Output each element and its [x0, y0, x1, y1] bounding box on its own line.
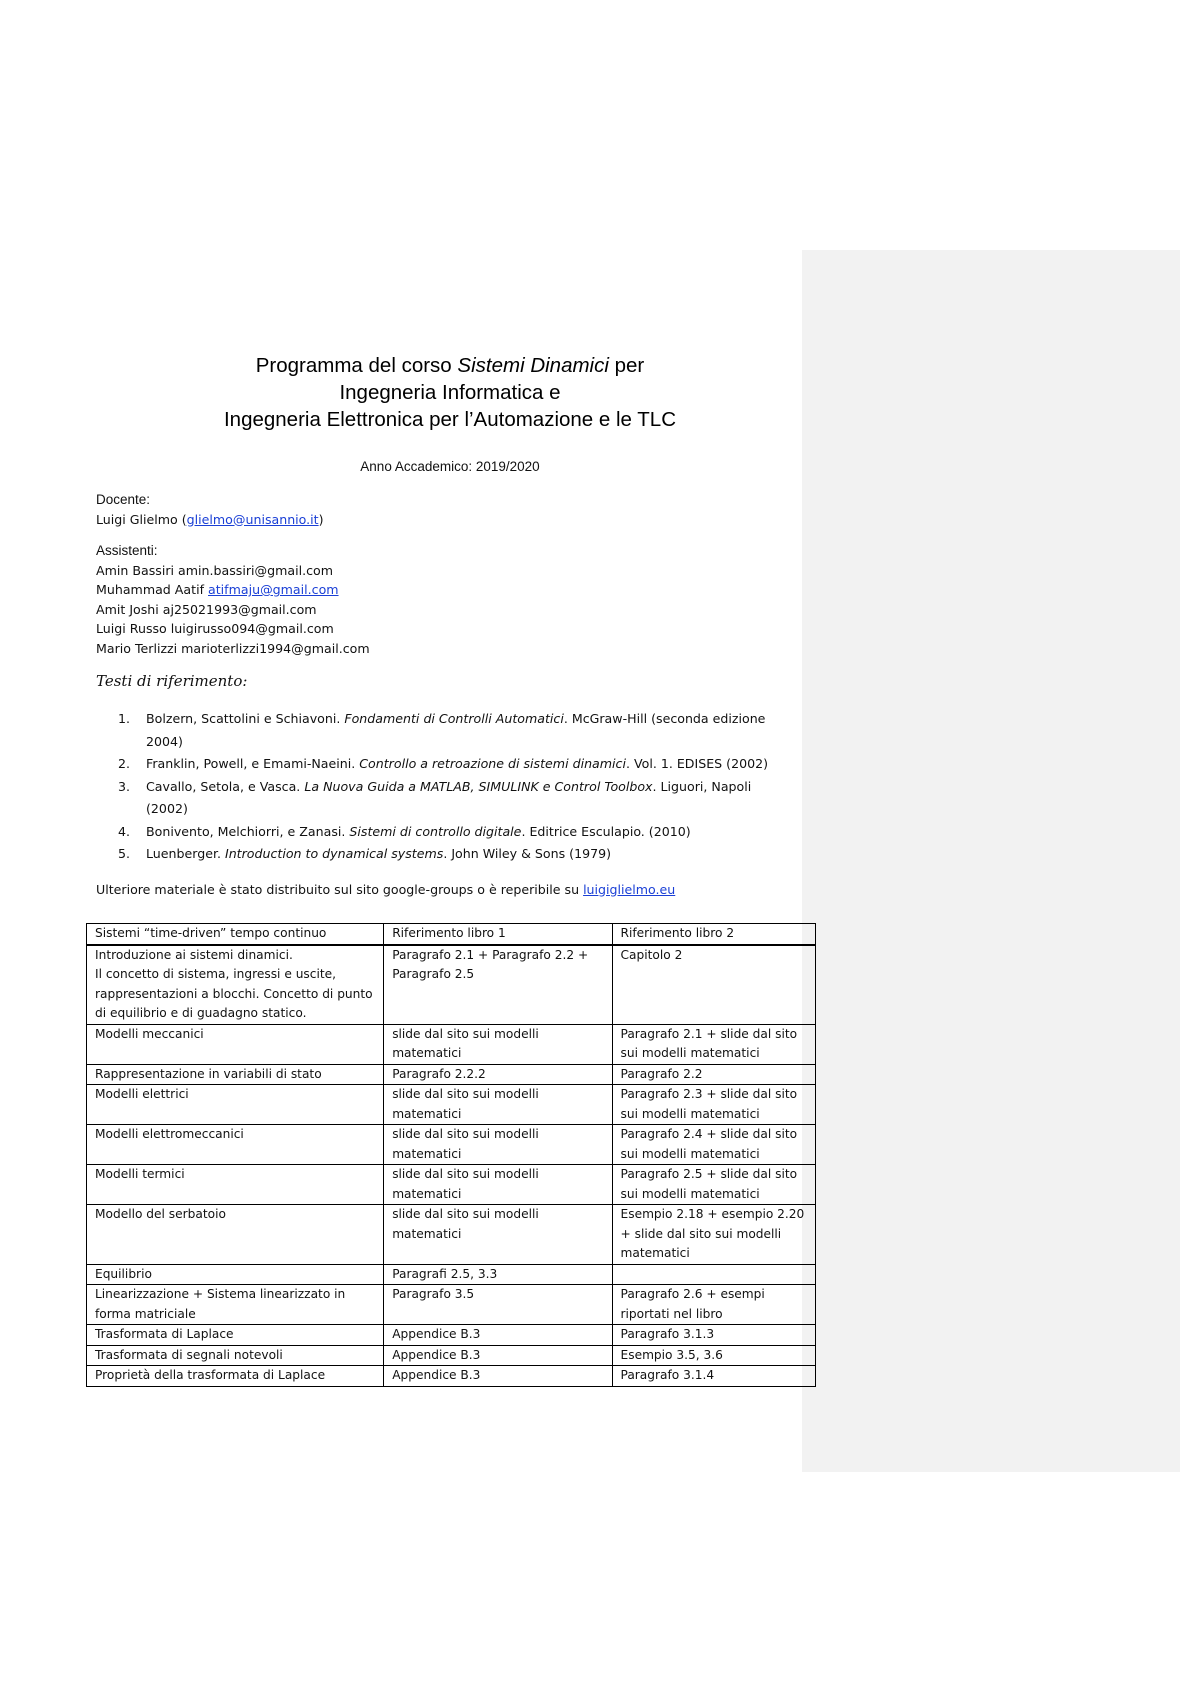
docente-suffix: ): [318, 511, 324, 527]
table-header-row: [87, 924, 816, 945]
table-cell: Paragrafo 2.6 + esempi riportati nel libro: [612, 1285, 815, 1325]
reference-publisher: . Vol. 1. EDISES (2002): [625, 756, 769, 771]
assistente-text: Luigi Russo luigirusso094@gmail.com: [96, 621, 334, 636]
table-cell: Paragrafo 2.1 + Paragrafo 2.2 + Paragrafo 2.5: [384, 945, 612, 1025]
assistente-item: [96, 580, 816, 600]
table-body: [87, 945, 816, 1387]
table-cell: slide dal sito sui modelli matematici: [384, 1024, 612, 1064]
table-cell: Paragrafo 3.1.4: [612, 1366, 815, 1387]
reference-item: [146, 753, 790, 776]
academic-year: Anno Accademico: 2019/2020: [360, 459, 540, 474]
table-cell: Paragrafo 2.2: [612, 1064, 815, 1085]
table-cell: Appendice B.3: [384, 1325, 612, 1346]
table-row: [87, 1325, 816, 1346]
reference-title: Fondamenti di Controlli Automatici: [344, 711, 564, 726]
table-cell: Paragrafo 2.4 + slide dal sito sui modelli matematici: [612, 1125, 815, 1165]
table-cell: Introduzione ai sistemi dinamici. Il concetto di sistema, ingressi e uscite, rappresentazioni a blocchi. Concetto di punto di equilibrio e di guadagno statico.: [87, 945, 384, 1025]
table-cell: Modelli elettromeccanici: [87, 1125, 384, 1165]
assistenti-label: Assistenti:: [96, 543, 158, 558]
docente-email-link[interactable]: glielmo@unisannio.it: [186, 511, 319, 527]
table-cell: Trasformata di Laplace: [87, 1325, 384, 1346]
further-material: [96, 880, 816, 900]
references-heading: Testi di riferimento:: [96, 672, 248, 690]
table-row: [87, 945, 816, 1025]
reference-authors: Cavallo, Setola, e Vasca.: [146, 778, 305, 794]
assistente-text: Amin Bassiri amin.bassiri@gmail.com: [96, 562, 333, 578]
table-cell: Paragrafo 2.5 + slide dal sito sui modelli matematici: [612, 1165, 815, 1205]
title-course-name: Sistemi Dinamici: [457, 354, 609, 377]
assistente-text: Muhammad Aatif: [96, 582, 209, 597]
website-link[interactable]: luigiglielmo.eu: [583, 881, 676, 897]
reference-title: Sistemi di controllo digitale: [349, 823, 522, 839]
table-cell: Paragrafi 2.5, 3.3: [384, 1264, 612, 1285]
further-material-text: Ulteriore materiale è stato distribuito sul sito google-groups o è reperibile su: [96, 881, 584, 897]
table-cell: Modelli elettrici: [87, 1085, 384, 1125]
assistente-item: [96, 561, 816, 581]
title-text: per: [608, 354, 645, 377]
docente-label: Docente:: [96, 492, 151, 507]
table-header-cell: Riferimento libro 1: [384, 924, 612, 945]
reference-title: Introduction to dynamical systems: [224, 846, 444, 861]
reference-item: [146, 821, 790, 844]
table-cell: Appendice B.3: [384, 1366, 612, 1387]
table-header-cell: Riferimento libro 2: [612, 924, 815, 945]
docente-name: Luigi Glielmo (: [96, 511, 187, 527]
docente-line: [96, 510, 816, 530]
assistente-text: Mario Terlizzi marioterlizzi1994@gmail.com: [96, 640, 370, 656]
reference-authors: Luenberger.: [146, 846, 225, 861]
table-cell: Paragrafo 3.5: [384, 1285, 612, 1325]
reference-publisher: . Liguori, Napoli (2002): [146, 778, 752, 816]
reference-authors: Bolzern, Scattolini e Schiavoni.: [146, 711, 345, 726]
reference-authors: Franklin, Powell, e Emami-Naeini.: [146, 756, 360, 771]
title-line-3: Ingegneria Elettronica per l’Automazione e le TLC: [223, 408, 677, 431]
table-cell: Paragrafo 2.2.2: [384, 1064, 612, 1085]
table-row: [87, 1366, 816, 1387]
comment-pane: [802, 250, 1180, 1472]
table-cell: Capitolo 2: [612, 945, 815, 1025]
assistente-item: [96, 639, 816, 659]
table-cell: Paragrafo 2.3 + slide dal sito sui modelli matematici: [612, 1085, 815, 1125]
reference-item: [146, 776, 790, 821]
assistente-item: [96, 619, 816, 639]
assistente-text: Amit Joshi aj25021993@gmail.com: [96, 601, 317, 617]
reference-publisher: . Editrice Esculapio. (2010): [521, 823, 691, 839]
table-cell: Esempio 3.5, 3.6: [612, 1345, 815, 1366]
document-title: [86, 352, 814, 433]
reference-authors: Bonivento, Melchiorri, e Zanasi.: [146, 823, 350, 839]
table-cell: Paragrafo 3.1.3: [612, 1325, 815, 1346]
title-text: Programma del corso: [255, 354, 458, 377]
assistente-item: [96, 600, 816, 620]
table-cell: Rappresentazione in variabili di stato: [87, 1064, 384, 1085]
table-row: [87, 1125, 816, 1165]
assistente-email-link[interactable]: atifmaju@gmail.com: [208, 582, 339, 597]
table-header-cell: Sistemi “time-driven” tempo continuo: [87, 924, 384, 945]
reference-title: Controllo a retroazione di sistemi dinamici: [359, 756, 626, 771]
program-table: [86, 923, 816, 1387]
title-line-2: Ingegneria Informatica e: [339, 381, 561, 404]
table-cell: Trasformata di segnali notevoli: [87, 1345, 384, 1366]
table-cell: Modelli meccanici: [87, 1024, 384, 1064]
table-row: [87, 1285, 816, 1325]
table-row: [87, 1064, 816, 1085]
reference-publisher: . John Wiley & Sons (1979): [443, 846, 612, 861]
table-cell: Proprietà della trasformata di Laplace: [87, 1366, 384, 1387]
table-cell: Modelli termici: [87, 1165, 384, 1205]
title-line-1: [86, 352, 814, 379]
table-row: [87, 1165, 816, 1205]
reference-item: [146, 708, 790, 753]
table-cell: slide dal sito sui modelli matematici: [384, 1205, 612, 1265]
table-cell: slide dal sito sui modelli matematici: [384, 1125, 612, 1165]
table-row: [87, 1024, 816, 1064]
table-row: [87, 1085, 816, 1125]
table-cell: slide dal sito sui modelli matematici: [384, 1165, 612, 1205]
assistenti-list: [96, 561, 816, 659]
table-cell: Modello del serbatoio: [87, 1205, 384, 1265]
table-row: [87, 1345, 816, 1366]
table-cell: Paragrafo 2.1 + slide dal sito sui modelli matematici: [612, 1024, 815, 1064]
table-cell: Linearizzazione + Sistema linearizzato in forma matriciale: [87, 1285, 384, 1325]
table-row: [87, 1205, 816, 1265]
table-row: [87, 1264, 816, 1285]
references-list: [96, 708, 816, 866]
document-body: [96, 490, 816, 900]
table-cell: slide dal sito sui modelli matematici: [384, 1085, 612, 1125]
table-cell: Esempio 2.18 + esempio 2.20 + slide dal sito sui modelli matematici: [612, 1205, 815, 1265]
table-cell: Equilibrio: [87, 1264, 384, 1285]
reference-item: [146, 843, 790, 866]
table-cell: Appendice B.3: [384, 1345, 612, 1366]
reference-title: La Nuova Guida a MATLAB, SIMULINK e Control Toolbox: [304, 778, 653, 794]
table-cell: [612, 1264, 815, 1285]
reference-publisher: . McGraw-Hill (seconda edizione 2004): [146, 711, 766, 749]
